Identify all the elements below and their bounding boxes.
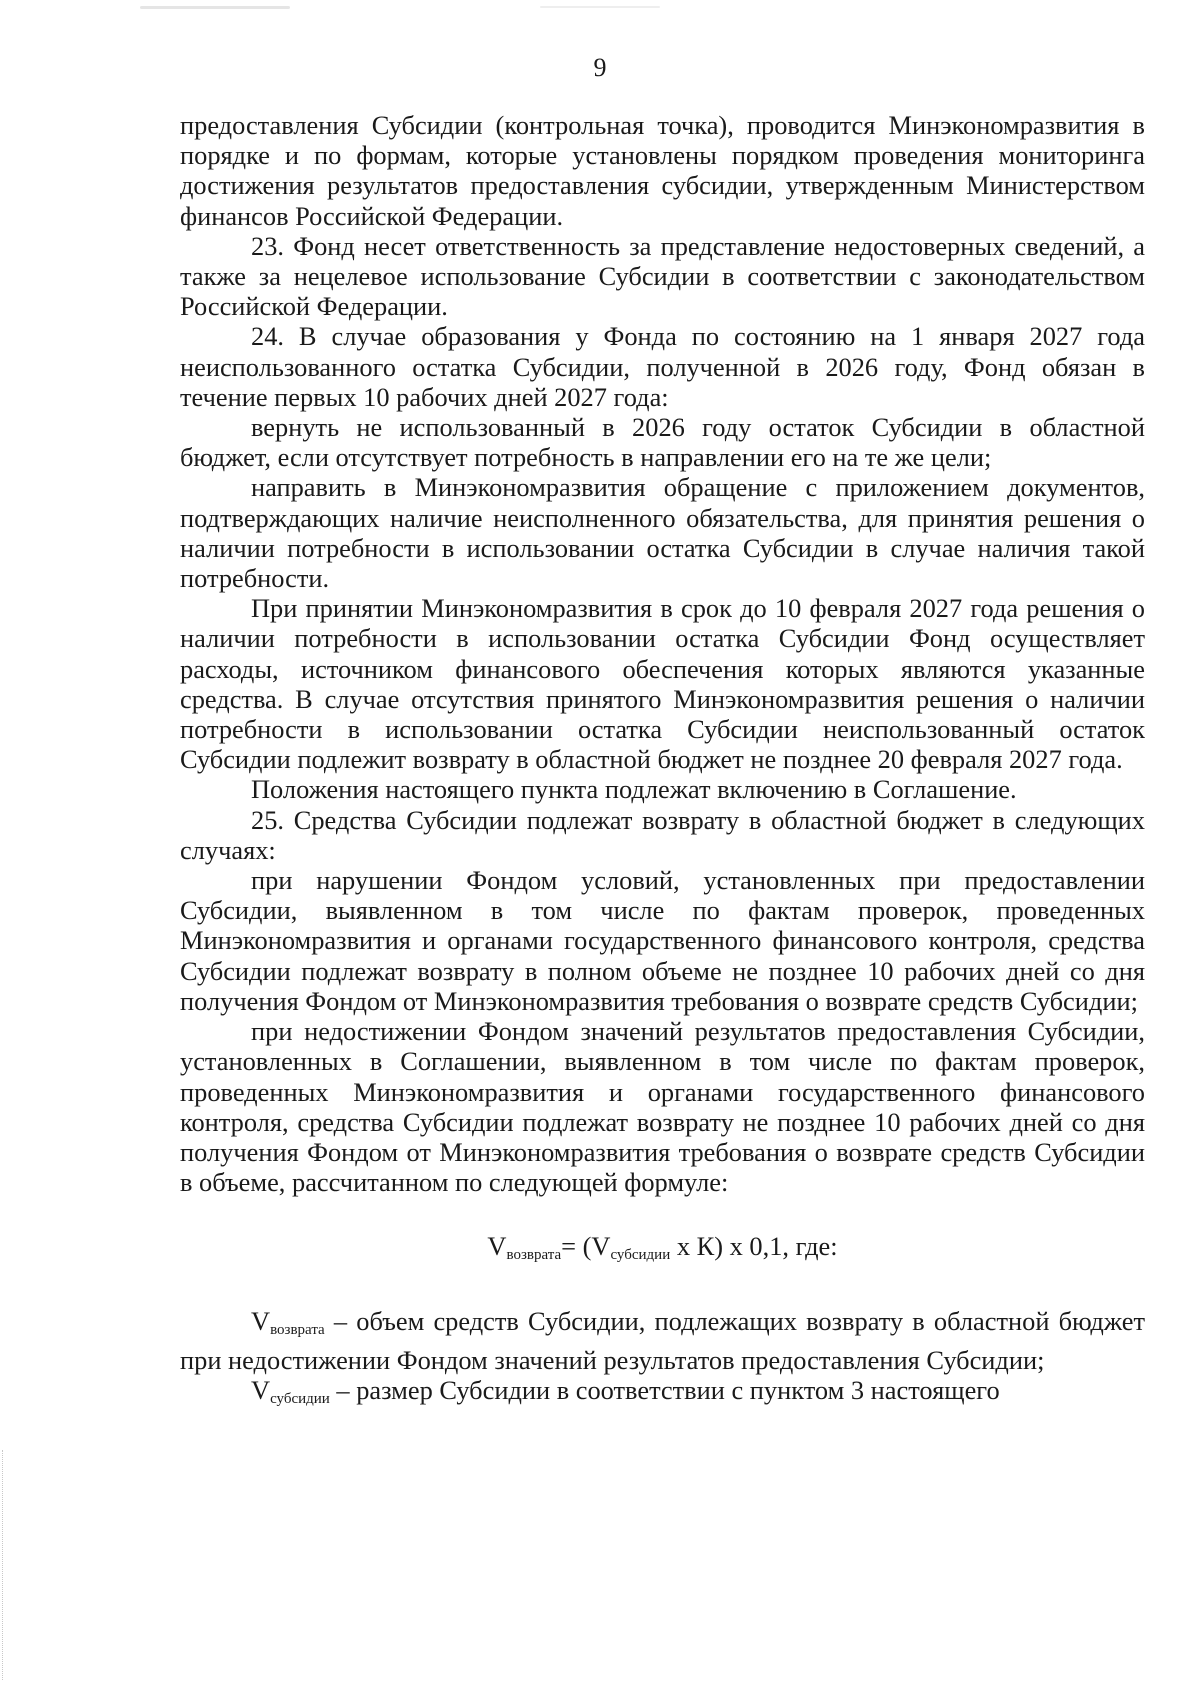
paragraph-25-violation: при нарушении Фондом условий, установленных при предоставлении Субсидии, выявленном в том числе по фактам проверок, проведенных Минэкономразвития и органами государственного финансового контроля, средства Субсидии подлежат возврату в полном объеме не позднее 10 рабочих дней со дня получения Фондом от Минэкономразвития требования о возврате средств Субсидии;: [180, 865, 1145, 1016]
scan-artifact: [540, 6, 660, 8]
document-body: [180, 110, 1145, 1414]
paragraph-continuation: предоставления Субсидии (контрольная точка), проводится Минэкономразвития в порядке и по формам, которые установлены порядком проведения мониторинга достижения результатов предоставления субсидии, утвержденным Министерством финансов Российской Федерации.: [180, 110, 1145, 231]
paragraph-25: 25. Средства Субсидии подлежат возврату в областной бюджет в следующих случаях:: [180, 804, 1145, 865]
paragraph-24-agreement: Положения настоящего пункта подлежат включению в Соглашение.: [251, 774, 1017, 805]
scan-artifact: [140, 6, 290, 9]
paragraph-24: 24. В случае образования у Фонда по состоянию на 1 января 2027 года неиспользованного остатка Субсидии, полученной в 2026 году, Фонд обязан в течение первых 10 рабочих дней 2027 года:: [180, 321, 1145, 412]
paragraph-24-request: направить в Минэкономразвития обращение с приложением документов, подтверждающих наличие неисполненного обязательства, для принятия решения о наличии потребности в использовании остатка Субсидии в случае наличия такой потребности.: [180, 472, 1145, 594]
paragraph-25-nonachievement: при недостижении Фондом значений результатов предоставления Субсидии, установленных в Соглашении, выявленном в том числе по фактам проверок, проведенных Минэкономразвития и органами государственного финансового контроля, средства Субсидии подлежат возврату не позднее 10 рабочих дней со дня получения Фондом от Минэкономразвития требования о возврате средств Субсидии в объеме, рассчитанном по следующей формуле:: [180, 1016, 1145, 1198]
page-number: 9: [593, 53, 607, 82]
definition-v-subsidy: $V_{субсидии}$ – размер Субсидии в соответствии с пунктом 3 настоящего: [251, 1374, 1000, 1407]
paragraph-24-decision: При принятии Минэкономразвития в срок до 10 февраля 2027 года решения о наличии потребности в использовании остатка Субсидии Фонд осуществляет расходы, источником финансового обеспечения которых являются указанные средства. В случае отсутствия принятого Минэкономразвития решения о наличии потребности в использовании остатка Субсидии неиспользованный остаток Субсидии подлежит возврату в областной бюджет не позднее 20 февраля 2027 года.: [180, 593, 1145, 775]
paragraph-23: 23. Фонд несет ответственность за представление недостоверных сведений, а также за нецелевое использование Субсидии в соответствии с законодательством Российской Федерации.: [180, 230, 1145, 322]
scan-edge-artifact: [2, 1450, 5, 1680]
paragraph-24-return: вернуть не использованный в 2026 году остаток Субсидии в областной бюджет, если отсутствует потребность в направлении его на те же цели;: [180, 412, 1145, 473]
return-formula: $V_{возврата}= (V_{субсидии}$ x К) x 0,1, где:: [487, 1231, 838, 1264]
definition-v-return: $V_{возврата}$ – объем средств Субсидии, подлежащих возврату в областной бюджет при недостижении Фондом значений результатов предоставления Субсидии;: [180, 1305, 1145, 1375]
